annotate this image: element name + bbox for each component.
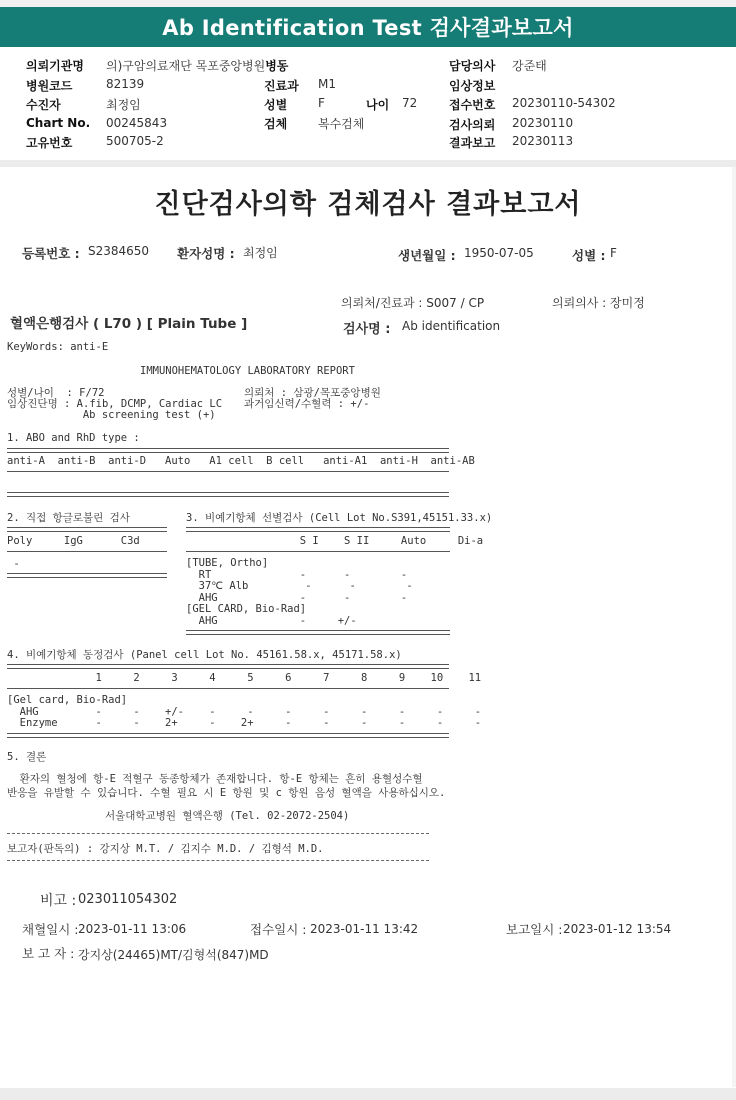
rule xyxy=(7,471,449,472)
rule xyxy=(7,448,449,453)
receipt-value: 20230110-54302 xyxy=(512,96,616,110)
section-3-rows: [TUBE, Ortho] RT - - - 37℃ Alb - - - AHG - - - [GEL CARD, Bio-Rad] AHG - +/- xyxy=(186,557,413,627)
note-value: 023011054302 xyxy=(78,892,178,907)
rule xyxy=(7,492,449,497)
rule xyxy=(186,630,450,635)
report-time-label: 보고일시 : xyxy=(506,922,563,937)
specimen-label: 검체 xyxy=(264,117,288,131)
code-value: 82139 xyxy=(106,77,145,91)
rule xyxy=(186,527,450,532)
rule xyxy=(186,551,450,552)
section-5-title: 5. 결론 xyxy=(7,751,47,763)
origin-line: 의뢰처 : 삼광/목포중앙병원 xyxy=(244,387,381,399)
doctor-line: 의뢰의사 : 장미정 xyxy=(552,296,645,310)
hospital-row xyxy=(26,57,84,74)
report-sex-value: F xyxy=(610,246,617,260)
blood-bank-line: 서울대학교병원 혈액은행 (Tel. 02-2072-2504) xyxy=(105,810,350,822)
sex-age-line: 성별/나이 : F/72 xyxy=(7,387,105,399)
result-label: 결과보고 xyxy=(449,136,496,150)
receive-value: 2023-01-11 13:42 xyxy=(310,922,419,936)
section-1-title: 1. ABO and RhD type : xyxy=(7,432,140,444)
patient-label: 수진자 xyxy=(26,98,61,112)
code-label: 병원코드 xyxy=(26,79,73,93)
hospital-label: 의뢰기관명 xyxy=(26,59,84,73)
report-sex-label: 성별 : xyxy=(572,248,606,263)
clinical-label: 임상정보 xyxy=(449,79,496,93)
doctor-value: 강준태 xyxy=(512,59,547,73)
section-2-title: 2. 직접 항글로불린 검사 xyxy=(7,512,130,524)
age-value: 72 xyxy=(402,96,418,110)
reg-value: S2384650 xyxy=(88,244,150,258)
report-banner-title: Ab Identification Test 검사결과보고서 xyxy=(0,7,736,47)
name-value: 최정임 xyxy=(243,246,278,260)
ward-label: 병동 xyxy=(265,59,289,73)
sex-value: F xyxy=(318,96,325,110)
unique-value: 500705-2 xyxy=(106,134,164,148)
report-time-value: 2023-01-12 13:54 xyxy=(563,922,672,936)
reporter-line: 보고자(판독의) : 강지상 M.T. / 김지수 M.D. / 김형석 M.D. xyxy=(7,843,324,855)
result-value: 20230113 xyxy=(512,134,574,148)
age-label: 나이 xyxy=(366,98,390,112)
note-label: 비고 : xyxy=(40,893,77,909)
report-title: 진단검사의학 검체검사 결과보고서 xyxy=(154,189,582,220)
diagnosis-line-1: 임상진단명 : A.fib, DCMP, Cardiac LC xyxy=(7,398,223,410)
keywords: KeyWords: anti-E xyxy=(7,341,109,353)
section-1-header: anti-A anti-B anti-D Auto A1 cell B cell anti-A1 anti-H anti-AB xyxy=(7,455,475,467)
test-name-value: Ab identification xyxy=(402,319,501,333)
section-3-header: S I S II Auto Di-a xyxy=(186,535,484,547)
section-2-header: Poly IgG C3d xyxy=(7,535,140,547)
birth-value: 1950-07-05 xyxy=(464,246,534,260)
rule xyxy=(7,860,429,861)
hospital-value-row xyxy=(106,57,288,74)
dept-line: 의뢰처/진료과 : S007 / CP xyxy=(341,296,485,310)
footer-reporter-label: 보 고 자 : xyxy=(22,946,75,961)
bottom-band xyxy=(0,1088,736,1100)
top-strip xyxy=(0,0,736,7)
diagnosis-line-2: Ab screening test (+) xyxy=(7,409,216,421)
birth-label: 생년월일 : xyxy=(398,248,456,263)
dept-label: 진료과 xyxy=(264,79,299,93)
collect-label: 채혈일시 : xyxy=(22,922,79,937)
dept-value: M1 xyxy=(318,77,336,91)
lab-title: IMMUNOHEMATOLOGY LABORATORY REPORT xyxy=(140,365,355,377)
sex-label: 성별 xyxy=(264,98,288,112)
reg-label: 등록번호 : xyxy=(22,246,80,261)
rule xyxy=(7,833,429,834)
section-2-value: - xyxy=(7,558,20,570)
section-4-rows: [Gel card, Bio-Rad] AHG - - +/- - - - - - - - - Enzyme - - 2+ - 2+ - - - - - - xyxy=(7,694,482,729)
rule xyxy=(7,688,449,689)
rule xyxy=(7,733,449,738)
doctor-label: 담당의사 xyxy=(449,59,496,73)
test-name-label: 검사명 : xyxy=(343,322,391,337)
patient-value: 최정임 xyxy=(106,98,141,112)
chart-label: Chart No. xyxy=(26,116,91,130)
section-3-title: 3. 비예기항체 선별검사 (Cell Lot No.S391,45151.33.x) xyxy=(186,512,493,524)
receipt-label: 접수번호 xyxy=(449,98,496,112)
rule xyxy=(7,573,167,578)
section-4-title: 4. 비예기항체 동정검사 (Panel cell Lot No. 45161.58.x, 45171.58.x) xyxy=(7,649,402,661)
test-section: 혈액은행검사 ( L70 ) [ Plain Tube ] xyxy=(10,316,248,332)
footer-reporter-value: 강지상(24465)MT/김형석(847)MD xyxy=(78,948,269,962)
history-line: 과거임신력/수혈력 : +/- xyxy=(244,398,370,410)
chart-value: 00245843 xyxy=(106,116,168,130)
conclusion-line-1: 환자의 혈청에 항-E 적혈구 동종항체가 존재합니다. 항-E 항체는 흔히 용혈성수혈 xyxy=(7,773,423,785)
conclusion-line-2: 반응을 유발할 수 있습니다. 수혈 필요 시 E 항원 및 c 항원 음성 혈액을 사용하십시오. xyxy=(7,787,446,799)
receive-label: 접수일시 : xyxy=(250,922,307,937)
rule xyxy=(7,551,167,552)
specimen-value: 복수검체 xyxy=(318,117,365,131)
unique-label: 고유번호 xyxy=(26,136,73,150)
rule xyxy=(7,527,167,532)
page-edge xyxy=(732,167,736,1087)
section-4-header: 1 2 3 4 5 6 7 8 9 10 11 xyxy=(7,672,482,684)
rule xyxy=(7,664,449,669)
name-label: 환자성명 : xyxy=(177,246,235,261)
collect-value: 2023-01-11 13:06 xyxy=(78,922,187,936)
request-value: 20230110 xyxy=(512,116,574,130)
section-divider xyxy=(0,160,736,167)
request-label: 검사의뢰 xyxy=(449,118,496,132)
hospital-value: 의)구암의료재단 목포중앙병원 xyxy=(106,59,266,73)
